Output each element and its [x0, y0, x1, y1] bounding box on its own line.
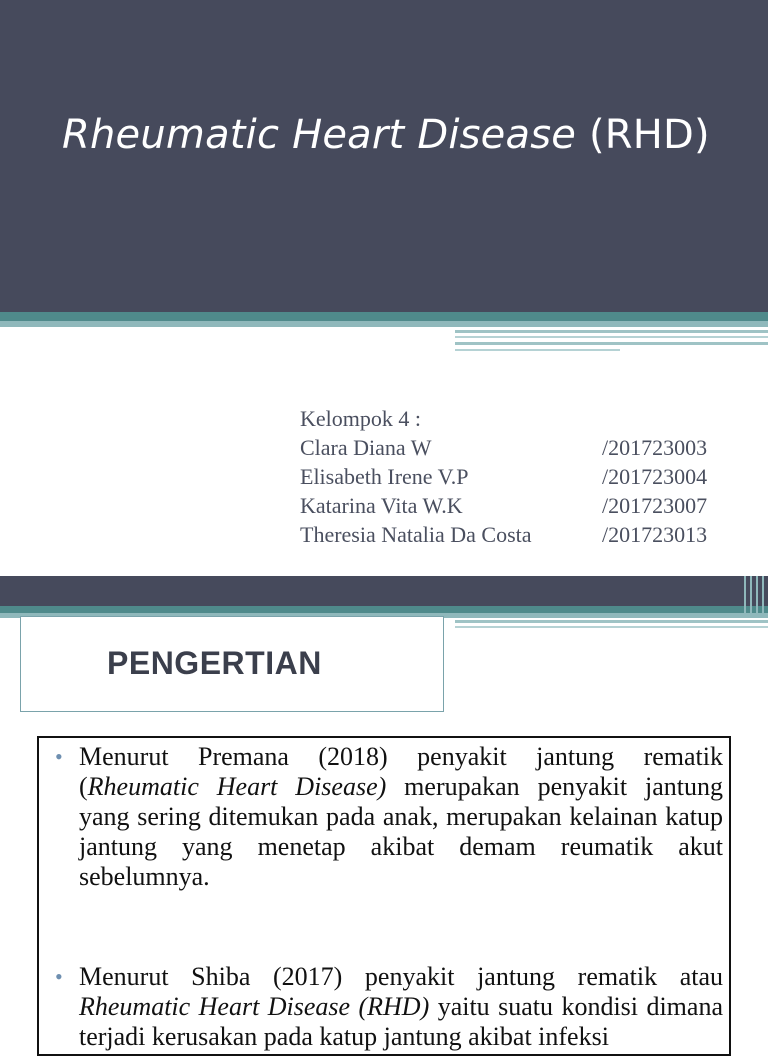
- accent-tick: [762, 576, 764, 618]
- accent-tick: [750, 576, 752, 618]
- teal-stripe: [0, 312, 768, 321]
- member-row: [300, 491, 740, 520]
- title-suffix: (RHD): [576, 112, 710, 158]
- member-name: Clara Diana W: [300, 435, 432, 460]
- member-nim: /201723003: [602, 435, 708, 460]
- bullet-item: [39, 742, 733, 892]
- member-name: Elisabeth Irene V.P: [300, 464, 469, 489]
- teal-stripe-light: [0, 321, 768, 327]
- accent-line: [455, 342, 768, 345]
- teal-stripe: [0, 606, 768, 613]
- slide-heading: PENGERTIAN: [107, 645, 322, 681]
- member-nim: /201723004: [602, 464, 708, 489]
- bullet-text-part: merupakan penyakit jantung yang sering ditemukan pada anak, merupakan kelainan katup jantung yang menetap akibat demam reumatik akut sebelumnya.: [79, 772, 723, 891]
- bullet-text-italic: Rheumatic Heart Disease): [87, 772, 387, 801]
- bullet-item: [39, 962, 733, 1052]
- member-row: [300, 520, 740, 549]
- member-name: Theresia Natalia Da Costa: [300, 522, 532, 547]
- header-band: [0, 576, 768, 606]
- accent-tick: [744, 576, 746, 618]
- member-nim: /201723007: [602, 493, 708, 518]
- accent-line: [455, 620, 768, 623]
- bullet-text: [79, 742, 723, 892]
- bullet-text-part: Menurut Shiba (2017) penyakit jantung rematik atau: [79, 962, 723, 991]
- heading-box: [20, 616, 444, 712]
- accent-line: [455, 626, 768, 628]
- member-list: [300, 404, 740, 549]
- content-slide: [0, 576, 768, 1051]
- group-label: Kelompok 4 :: [300, 406, 421, 431]
- member-row: [300, 462, 740, 491]
- member-nim: /201723013: [602, 522, 708, 547]
- bullet-text-part: Menurut Premana (2018) penyakit jantung rematik (: [79, 742, 723, 801]
- bullet-icon: •: [55, 964, 63, 989]
- content-box: [37, 736, 731, 1056]
- title-italic: Rheumatic Heart Disease: [62, 112, 577, 158]
- accent-line: [455, 349, 620, 351]
- bullet-icon: •: [55, 744, 63, 769]
- bullet-text-part: yaitu suatu kondisi dimana terjadi kerusakan pada katup jantung akibat infeksi: [79, 992, 723, 1051]
- accent-line: [455, 336, 768, 338]
- member-name: Katarina Vita W.K: [300, 493, 463, 518]
- bullet-text: [79, 962, 723, 1052]
- accent-tick: [756, 576, 758, 618]
- slide-title: [62, 112, 710, 158]
- accent-line: [455, 330, 768, 333]
- bullet-text-italic: Rheumatic Heart Disease (RHD): [79, 992, 430, 1021]
- member-row: [300, 433, 740, 462]
